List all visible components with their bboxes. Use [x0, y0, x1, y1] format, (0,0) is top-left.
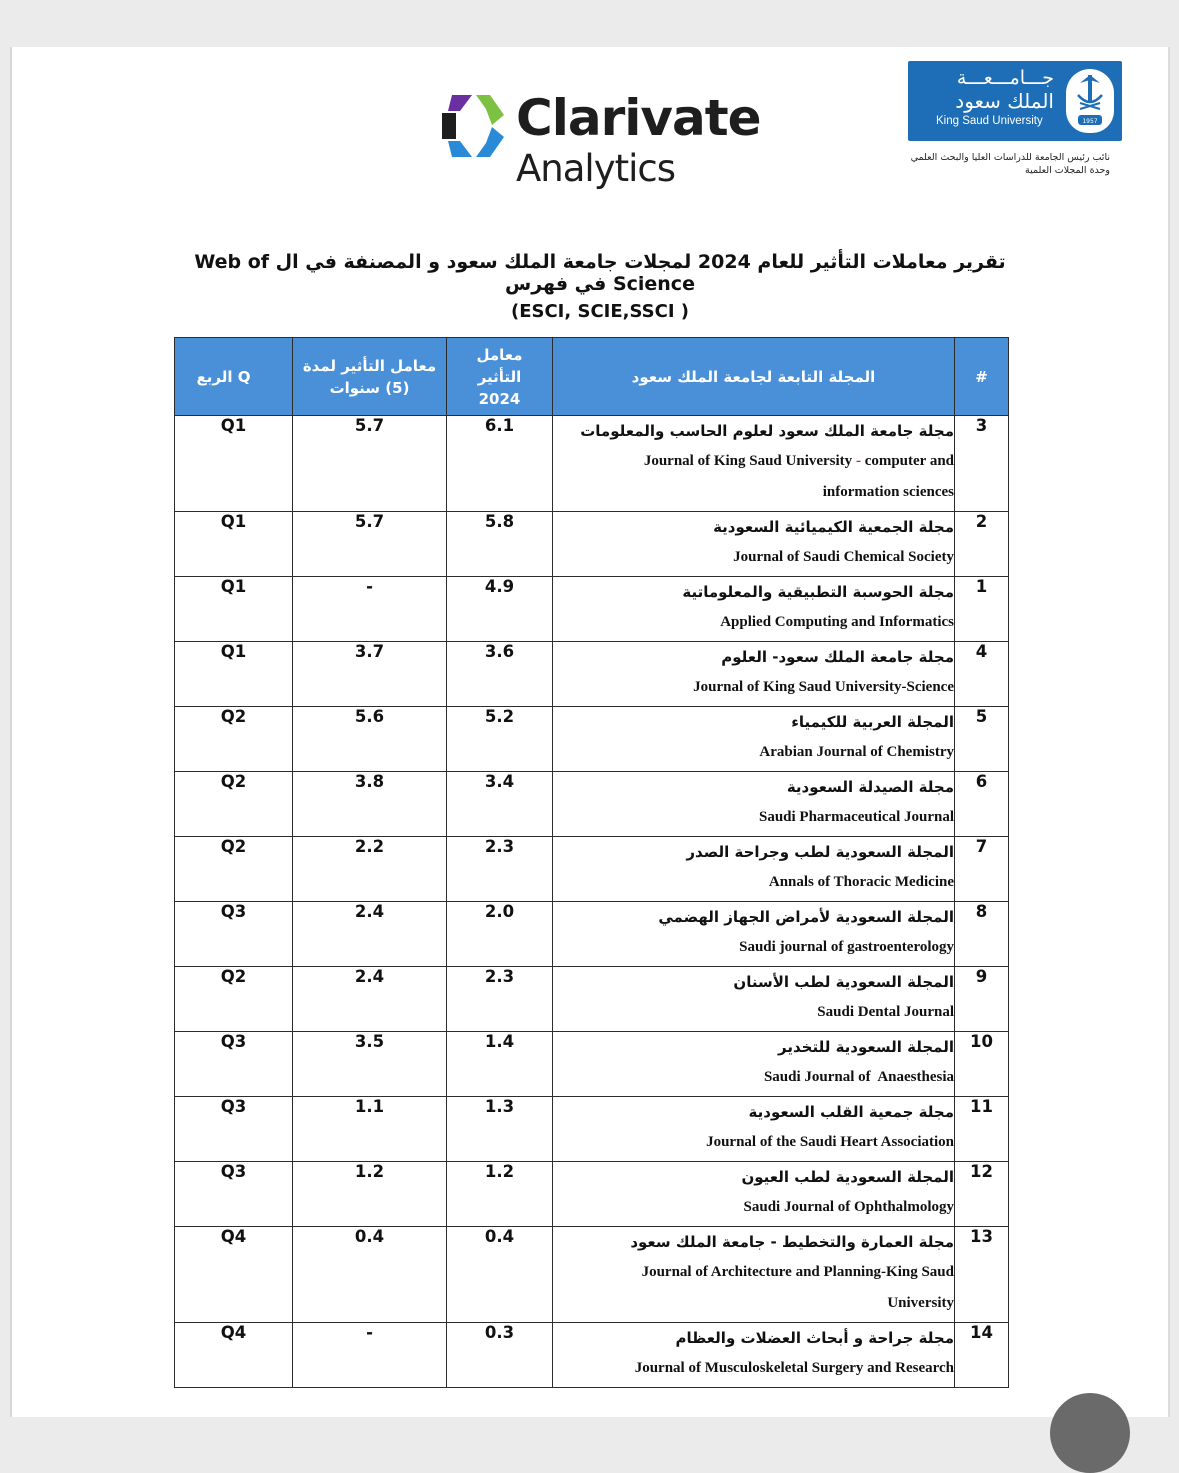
table-row	[175, 1162, 1009, 1227]
journal-arabic-name: مجلة جراحة و أبحاث العضلات والعظام	[675, 1329, 954, 1347]
table-row	[175, 772, 1009, 837]
impact-cell: 0.4	[447, 1227, 553, 1323]
row-number-cell: 3	[955, 416, 1009, 512]
five-year-cell: 5.7	[293, 416, 447, 512]
journal-arabic-name: مجلة جامعة الملك سعود- العلوم	[721, 648, 954, 666]
journal-english-name: Journal of King Saud University - computer and	[643, 453, 954, 469]
ksu-arabic-line2: الملك سعود	[955, 89, 1054, 113]
row-number-cell: 14	[955, 1323, 1009, 1388]
journal-arabic-name: المجلة السعودية للتخدير	[778, 1038, 954, 1056]
table-row	[175, 902, 1009, 967]
header-impact-2024: معامل التأثير 2024	[447, 338, 553, 416]
row-number-cell: 6	[955, 772, 1009, 837]
journal-cell	[553, 1032, 955, 1097]
journal-arabic-name: مجلة الجمعية الكيميائية السعودية	[713, 518, 954, 536]
row-number-cell: 8	[955, 902, 1009, 967]
row-number-cell: 12	[955, 1162, 1009, 1227]
journal-english-name: Saudi journal of gastroenterology	[739, 939, 954, 955]
header-five-year-impact: معامل التأثير لمدة (5) سنوات	[293, 338, 447, 416]
journal-cell	[553, 1097, 955, 1162]
table-row	[175, 707, 1009, 772]
journal-cell	[553, 577, 955, 642]
journal-english-name: Annals of Thoracic Medicine	[768, 874, 954, 890]
quartile-cell: Q2	[175, 837, 293, 902]
journal-arabic-name: مجلة العمارة والتخطيط - جامعة الملك سعود	[630, 1233, 954, 1251]
quartile-cell: Q3	[175, 1032, 293, 1097]
journal-cell	[553, 416, 955, 512]
journal-cell	[553, 1227, 955, 1323]
quartile-cell: Q1	[175, 577, 293, 642]
journal-english-name: Journal of Architecture and Planning-King Saud	[641, 1264, 954, 1280]
quartile-cell: Q3	[175, 1097, 293, 1162]
report-title-line2: (ESCI, SCIE,SSCI )	[510, 301, 690, 322]
header-quartile: Q الربع	[175, 338, 293, 416]
clarivate-logo	[438, 89, 778, 189]
journal-arabic-name: المجلة العربية للكيمياء	[791, 713, 954, 731]
report-title-line1: تقرير معاملات التأثير للعام 2024 لمجلات جامعة الملك سعود و المصنفة في ال Web of Science في فهرس	[194, 251, 1006, 295]
impact-cell: 3.4	[447, 772, 553, 837]
journal-cell	[553, 1162, 955, 1227]
ksu-department	[911, 151, 1110, 177]
journal-cell	[553, 707, 955, 772]
journal-english-name: Saudi Dental Journal	[817, 1004, 954, 1020]
clarivate-mark-icon	[438, 91, 508, 161]
ksu-logo	[908, 61, 1122, 141]
quartile-cell: Q2	[175, 707, 293, 772]
journal-cell	[553, 837, 955, 902]
ksu-emblem-year: 1957	[1082, 118, 1098, 125]
journal-cell	[553, 772, 955, 837]
journal-english-name: Journal of the Saudi Heart Association	[706, 1134, 954, 1150]
impact-factor-table	[174, 337, 1009, 1388]
row-number-cell: 11	[955, 1097, 1009, 1162]
table-row	[175, 1097, 1009, 1162]
quartile-cell: Q4	[175, 1323, 293, 1388]
header-journal: المجلة التابعة لجامعة الملك سعود	[553, 338, 955, 416]
journal-cell	[553, 512, 955, 577]
impact-cell: 1.2	[447, 1162, 553, 1227]
quartile-cell: Q2	[175, 967, 293, 1032]
journal-english-name-cont: University	[887, 1295, 954, 1311]
impact-cell: 6.1	[447, 416, 553, 512]
table-header-row	[175, 338, 1009, 416]
table-row	[175, 577, 1009, 642]
journal-cell	[553, 642, 955, 707]
table-row	[175, 512, 1009, 577]
ksu-english-name: King Saud University	[936, 115, 1043, 127]
five-year-cell: 2.4	[293, 967, 447, 1032]
journal-english-name: Journal of Musculoskeletal Surgery and Research	[634, 1360, 954, 1376]
journal-arabic-name: المجلة السعودية لطب وجراحة الصدر	[686, 843, 954, 861]
table-row	[175, 1227, 1009, 1323]
five-year-cell: 2.2	[293, 837, 447, 902]
five-year-cell: 1.1	[293, 1097, 447, 1162]
impact-cell: 1.3	[447, 1097, 553, 1162]
ksu-dept-line2: وحدة المجلات العلمية	[1025, 165, 1110, 176]
journal-arabic-name: المجلة السعودية لطب العيون	[741, 1168, 954, 1186]
table-row	[175, 642, 1009, 707]
five-year-cell: -	[293, 1323, 447, 1388]
journal-english-name-cont: information sciences	[822, 484, 954, 500]
quartile-cell: Q3	[175, 1162, 293, 1227]
header-number: #	[955, 338, 1009, 416]
five-year-cell: 3.7	[293, 642, 447, 707]
page-right-edge	[1168, 47, 1170, 1417]
journal-english-name: Journal of Saudi Chemical Society	[733, 549, 954, 565]
journal-arabic-name: المجلة السعودية لطب الأسنان	[733, 973, 954, 991]
row-number-cell: 7	[955, 837, 1009, 902]
quartile-cell: Q1	[175, 416, 293, 512]
document-page	[10, 47, 1170, 1417]
page-left-edge	[10, 47, 12, 1417]
impact-cell: 2.3	[447, 837, 553, 902]
five-year-cell: 0.4	[293, 1227, 447, 1323]
journal-arabic-name: مجلة جمعية القلب السعودية	[748, 1103, 954, 1121]
impact-cell: 4.9	[447, 577, 553, 642]
row-number-cell: 10	[955, 1032, 1009, 1097]
row-number-cell: 1	[955, 577, 1009, 642]
impact-cell: 3.6	[447, 642, 553, 707]
clarivate-name: Clarivate	[516, 89, 761, 147]
journal-english-name: Arabian Journal of Chemistry	[759, 744, 954, 760]
table-row	[175, 967, 1009, 1032]
impact-cell: 5.2	[447, 707, 553, 772]
row-number-cell: 4	[955, 642, 1009, 707]
table-row	[175, 837, 1009, 902]
five-year-cell: 1.2	[293, 1162, 447, 1227]
journal-english-name: Saudi Pharmaceutical Journal	[758, 809, 954, 825]
five-year-cell: 5.6	[293, 707, 447, 772]
journal-english-name: Saudi Journal of Anaesthesia	[763, 1069, 954, 1085]
journal-cell	[553, 902, 955, 967]
row-number-cell: 13	[955, 1227, 1009, 1323]
impact-cell: 0.3	[447, 1323, 553, 1388]
five-year-cell: 3.5	[293, 1032, 447, 1097]
ksu-emblem-icon	[1066, 69, 1114, 133]
impact-cell: 2.0	[447, 902, 553, 967]
impact-cell: 1.4	[447, 1032, 553, 1097]
row-number-cell: 2	[955, 512, 1009, 577]
impact-cell: 5.8	[447, 512, 553, 577]
clarivate-subtitle: Analytics	[516, 147, 676, 190]
journal-english-name: Applied Computing and Informatics	[720, 614, 954, 630]
five-year-cell: 2.4	[293, 902, 447, 967]
journal-arabic-name: مجلة الصيدلة السعودية	[786, 778, 954, 796]
row-number-cell: 9	[955, 967, 1009, 1032]
journal-cell	[553, 967, 955, 1032]
journal-arabic-name: المجلة السعودية لأمراض الجهاز الهضمي	[658, 908, 954, 926]
report-title	[170, 251, 1030, 322]
journal-english-name: Journal of King Saud University-Science	[693, 679, 954, 695]
table-row	[175, 1032, 1009, 1097]
row-number-cell: 5	[955, 707, 1009, 772]
floating-overlay-button[interactable]	[1050, 1393, 1130, 1473]
quartile-cell: Q1	[175, 642, 293, 707]
quartile-cell: Q2	[175, 772, 293, 837]
journal-arabic-name: مجلة جامعة الملك سعود لعلوم الحاسب والمعلومات	[580, 422, 954, 440]
journal-arabic-name: مجلة الحوسبة التطبيقية والمعلوماتية	[682, 583, 954, 601]
five-year-cell: 3.8	[293, 772, 447, 837]
quartile-cell: Q3	[175, 902, 293, 967]
quartile-cell: Q4	[175, 1227, 293, 1323]
five-year-cell: -	[293, 577, 447, 642]
journal-cell	[553, 1323, 955, 1388]
ksu-arabic-line1: جـــامـــعـــة	[956, 67, 1054, 89]
table-row	[175, 1323, 1009, 1388]
table-row	[175, 416, 1009, 512]
ksu-dept-line1: نائب رئيس الجامعة للدراسات العليا والبحث العلمي	[910, 152, 1110, 163]
journal-english-name: Saudi Journal of Ophthalmology	[743, 1199, 954, 1215]
quartile-cell: Q1	[175, 512, 293, 577]
five-year-cell: 5.7	[293, 512, 447, 577]
impact-cell: 2.3	[447, 967, 553, 1032]
